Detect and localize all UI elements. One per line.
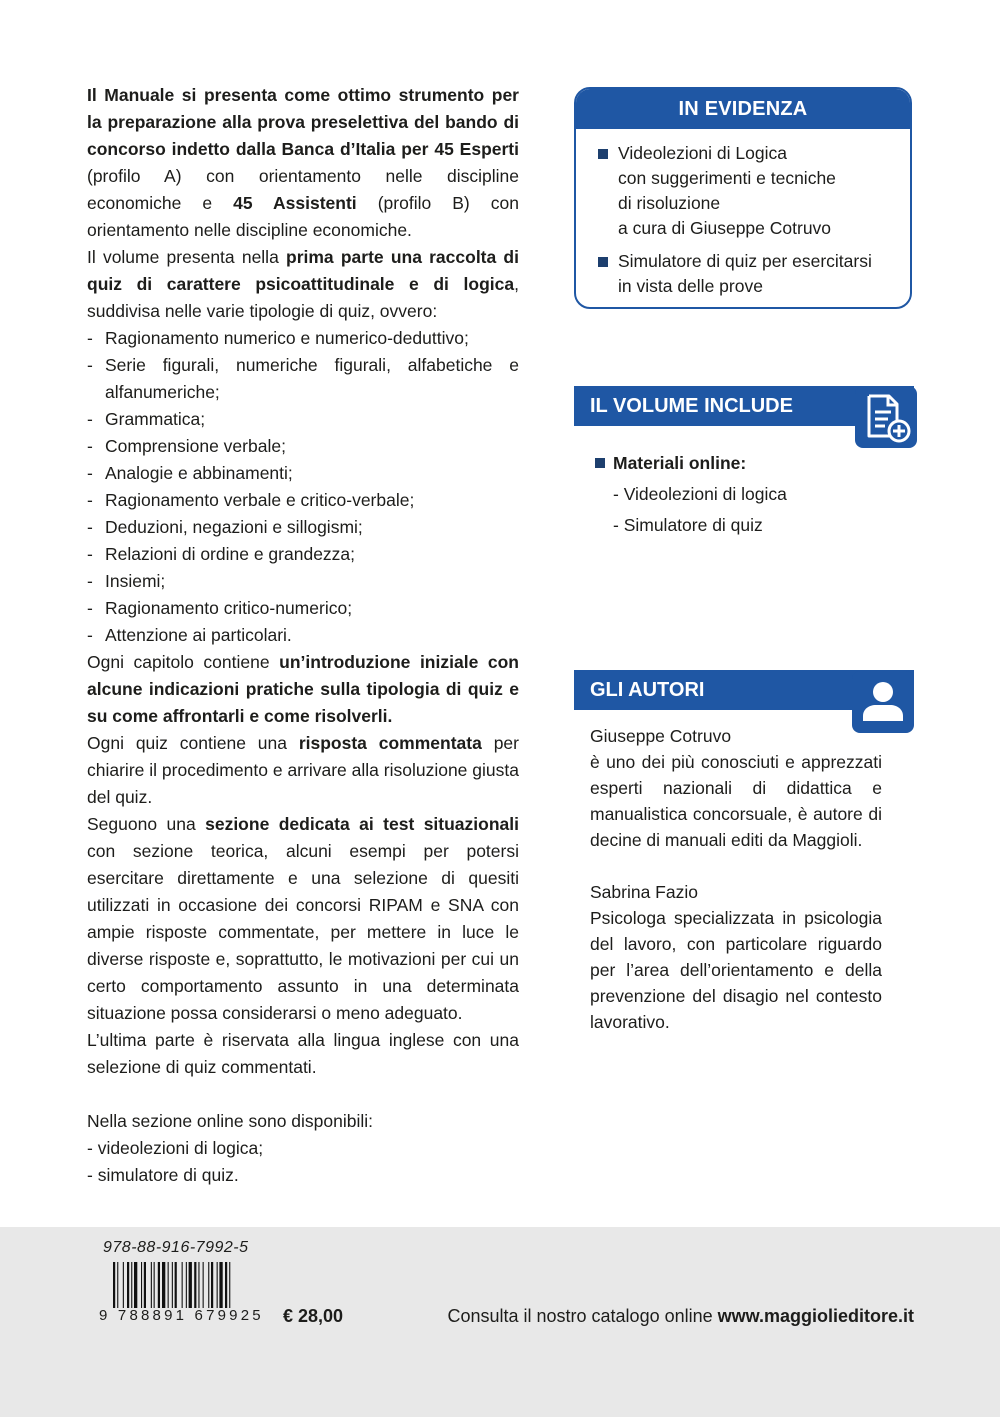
barcode-bar xyxy=(194,1262,196,1308)
barcode-bar xyxy=(186,1262,187,1308)
barcode-bar xyxy=(144,1262,146,1308)
barcode-digits: 9 788891 679925 xyxy=(99,1307,264,1324)
volume-include-body xyxy=(595,448,787,541)
barcode-bar xyxy=(131,1262,132,1308)
catalog-link[interactable]: www.maggiolieditore.it xyxy=(717,1306,914,1326)
online-item: - simulatore di quiz. xyxy=(87,1165,239,1185)
barcode-bar xyxy=(151,1262,152,1308)
barcode-bar xyxy=(172,1262,173,1308)
barcode-bar xyxy=(203,1262,204,1308)
barcode-bar xyxy=(134,1262,137,1308)
list-item: - Insiemi; xyxy=(87,568,519,595)
include-heading: Materiali online: xyxy=(595,448,787,479)
authors-body xyxy=(590,723,882,1035)
list-item: Simulatore di quiz per esercitarsi in vista delle prove xyxy=(598,249,894,299)
barcode-bar xyxy=(189,1262,192,1308)
list-item: - Analogie e abbinamenti; xyxy=(87,460,519,487)
list-item: - Relazioni di ordine e grandezza; xyxy=(87,541,519,568)
list-item: - Ragionamento numerico e numerico-deduttivo; xyxy=(87,325,519,352)
barcode-bar xyxy=(182,1262,183,1308)
list-item: - Ragionamento verbale e critico-verbale; xyxy=(87,487,519,514)
barcode-bar xyxy=(168,1262,169,1308)
barcode-bar xyxy=(141,1262,142,1308)
barcode-bar xyxy=(117,1262,118,1308)
barcode-bar xyxy=(175,1262,177,1308)
last-part-paragraph: L’ultima parte è riservata alla lingua inglese con una selezione di quiz commentati. xyxy=(87,1030,519,1077)
barcode-bar xyxy=(219,1262,222,1308)
in-evidenza-title: IN EVIDENZA xyxy=(576,89,910,129)
quiz-comment-paragraph: Ogni quiz contiene una risposta commentata per chiarire il procedimento e arrivare alla risoluzione giusta del quiz. xyxy=(87,733,519,807)
barcode-bar xyxy=(211,1262,213,1308)
list-item: - Attenzione ai particolari. xyxy=(87,622,519,649)
author-name: Sabrina Fazio xyxy=(590,882,698,902)
barcode-bar xyxy=(162,1262,165,1308)
barcode-bar xyxy=(229,1262,230,1308)
isbn-label: 978-88-916-7992-5 xyxy=(103,1239,249,1256)
list-item: - Comprensione verbale; xyxy=(87,433,519,460)
list-item: - Deduzioni, negazioni e sillogismi; xyxy=(87,514,519,541)
list-item: - Serie figurali, numeriche figurali, alfabetiche e alfanumeriche; xyxy=(87,352,519,406)
barcode-bar xyxy=(158,1262,160,1308)
barcode-bar xyxy=(208,1262,209,1308)
main-description xyxy=(87,82,519,1189)
barcode xyxy=(113,1262,263,1308)
volume-intro-paragraph: Il volume presenta nella prima parte una raccolta di quiz di carattere psicoattitudinale e di logica, suddivisa nelle varie tipologie di quiz, ovvero: xyxy=(87,247,519,321)
square-bullet-icon xyxy=(595,458,605,468)
author-bio: Psicologa specializzata in psicologia del lavoro, con particolare riguardo per l’area dell’orientamento e della prevenzione del disagio nel contesto lavorativo. xyxy=(590,908,882,1032)
authors-title: GLI AUTORI xyxy=(574,670,914,710)
author-bio: è uno dei più conosciuti e apprezzati esperti nazionali di didattica e manualistica concorsuale, è autore di decine di manuali editi da Maggioli. xyxy=(590,752,882,850)
list-item: Videolezioni di Logica con suggerimenti e tecniche di risoluzione a cura di Giuseppe Cotruvo xyxy=(598,141,894,241)
include-item: - Videolezioni di logica xyxy=(613,484,787,504)
include-item: - Simulatore di quiz xyxy=(613,515,763,535)
barcode-bar xyxy=(127,1262,129,1308)
barcode-bar xyxy=(198,1262,199,1308)
list-item: - Grammatica; xyxy=(87,406,519,433)
document-plus-icon xyxy=(855,386,917,448)
barcode-bar xyxy=(113,1262,115,1308)
barcode-bar xyxy=(123,1262,124,1308)
in-evidenza-list xyxy=(576,129,910,299)
quiz-types-list xyxy=(87,325,519,649)
list-item: - Ragionamento critico-numerico; xyxy=(87,595,519,622)
online-item: - videolezioni di logica; xyxy=(87,1138,264,1158)
volume-include-title: IL VOLUME INCLUDE xyxy=(574,386,914,426)
in-evidenza-box xyxy=(574,87,912,309)
barcode-bar xyxy=(217,1262,218,1308)
situational-paragraph: Seguono una sezione dedicata ai test situazionali con sezione teorica, alcuni esempi per potersi esercitare direttamente e una selezione di quesiti utilizzati in occasione dei concorsi RIPAM e SNA con ampie risposte commentate, per mettere in luce le diverse risposte e, soprattutto, le motivazioni per cui un certo comportamento assunto in una determinata situazione possa considerarsi o meno adeguato. xyxy=(87,814,519,1023)
intro-paragraph: Il Manuale si presenta come ottimo strumento per la preparazione alla prova preselettiva del bando di concorso indetto dalla Banca d’Italia per 45 Esperti (profilo A) con orientamento nelle discipline economiche e 45 Assistenti (profilo B) con orientamento nelle discipline economiche. xyxy=(87,85,519,240)
barcode-bar xyxy=(154,1262,155,1308)
barcode-bar xyxy=(225,1262,227,1308)
square-bullet-icon xyxy=(598,149,608,159)
chapter-paragraph: Ogni capitolo contiene un’introduzione iniziale con alcune indicazioni pratiche sulla tipologia di quiz e su come affrontarli e come risolverli. xyxy=(87,652,519,726)
author-name: Giuseppe Cotruvo xyxy=(590,726,732,746)
online-intro: Nella sezione online sono disponibili: xyxy=(87,1111,374,1131)
price-label: € 28,00 xyxy=(283,1306,344,1326)
catalog-text: Consulta il nostro catalogo online www.maggiolieditore.it xyxy=(447,1306,914,1326)
square-bullet-icon xyxy=(598,257,608,267)
